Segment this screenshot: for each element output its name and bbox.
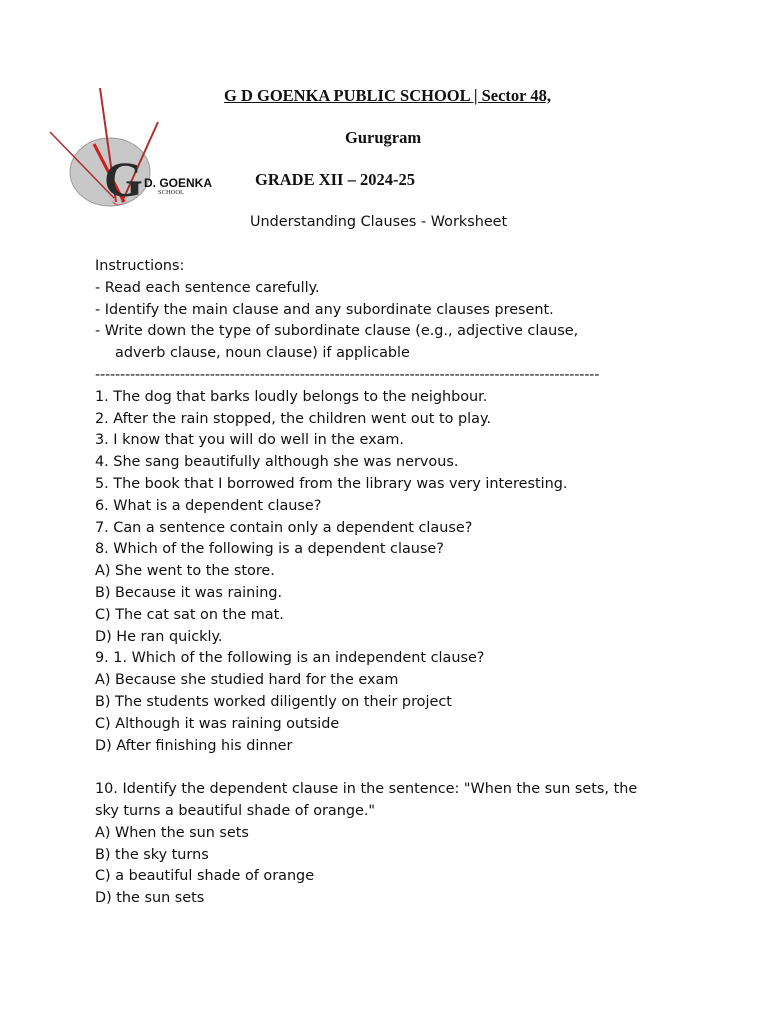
question-line: 10. Identify the dependent clause in the sentence: "When the sun sets, the <box>95 781 638 798</box>
instructions-heading: Instructions: <box>95 258 185 274</box>
grade-year: GRADE XII – 2024-25 <box>255 170 415 189</box>
question-line: sky turns a beautiful shade of orange." <box>95 802 376 819</box>
logo-school-text: SCHOOL <box>158 189 185 196</box>
instruction-item: adverb clause, noun clause) if applicable <box>115 345 410 362</box>
question-line: 7. Can a sentence contain only a dependent clause? <box>95 519 473 536</box>
worksheet-title: Understanding Clauses - Worksheet <box>250 214 508 230</box>
question-line: 4. She sang beautifully although she was nervous. <box>95 454 459 471</box>
question-line: 1. The dog that barks loudly belongs to the neighbour. <box>95 388 488 405</box>
option-line: D) He ran quickly. <box>95 628 223 645</box>
logo-letter: G <box>104 151 143 207</box>
question-line: 8. Which of the following is a dependent clause? <box>95 541 444 558</box>
option-line: D) the sun sets <box>95 890 205 907</box>
option-line: C) a beautiful shade of orange <box>95 868 315 885</box>
instruction-item: - Read each sentence carefully. <box>95 279 320 296</box>
option-line: A) Because she studied hard for the exam <box>95 672 399 689</box>
worksheet-body <box>95 256 715 910</box>
instruction-item: - Identify the main clause and any subordinate clauses present. <box>95 301 554 318</box>
school-name: G D GOENKA PUBLIC SCHOOL | Sector 48, <box>224 86 551 105</box>
separator-line: ----------------------------------------------------------------------------------------------------- <box>95 366 600 383</box>
logo-name: D. GOENKA <box>144 176 213 190</box>
question-line: 5. The book that I borrowed from the library was very interesting. <box>95 475 568 492</box>
school-city: Gurugram <box>345 128 422 147</box>
option-line: A) She went to the store. <box>95 563 275 580</box>
logo-graphic <box>48 84 218 216</box>
question-line: 2. After the rain stopped, the children went out to play. <box>95 410 492 427</box>
school-logo <box>48 84 218 216</box>
option-line: C) The cat sat on the mat. <box>95 606 284 623</box>
option-line: D) After finishing his dinner <box>95 737 293 754</box>
option-line: C) Although it was raining outside <box>95 715 340 732</box>
option-line: A) When the sun sets <box>95 824 249 841</box>
option-line: B) Because it was raining. <box>95 584 283 601</box>
question-line: 3. I know that you will do well in the exam. <box>95 432 404 449</box>
spacer <box>95 757 715 779</box>
question-line: 6. What is a dependent clause? <box>95 497 322 514</box>
question-line: 9. 1. Which of the following is an independent clause? <box>95 650 485 667</box>
option-line: B) the sky turns <box>95 846 209 863</box>
instruction-item: - Write down the type of subordinate clause (e.g., adjective clause, <box>95 323 579 340</box>
option-line: B) The students worked diligently on their project <box>95 693 452 710</box>
